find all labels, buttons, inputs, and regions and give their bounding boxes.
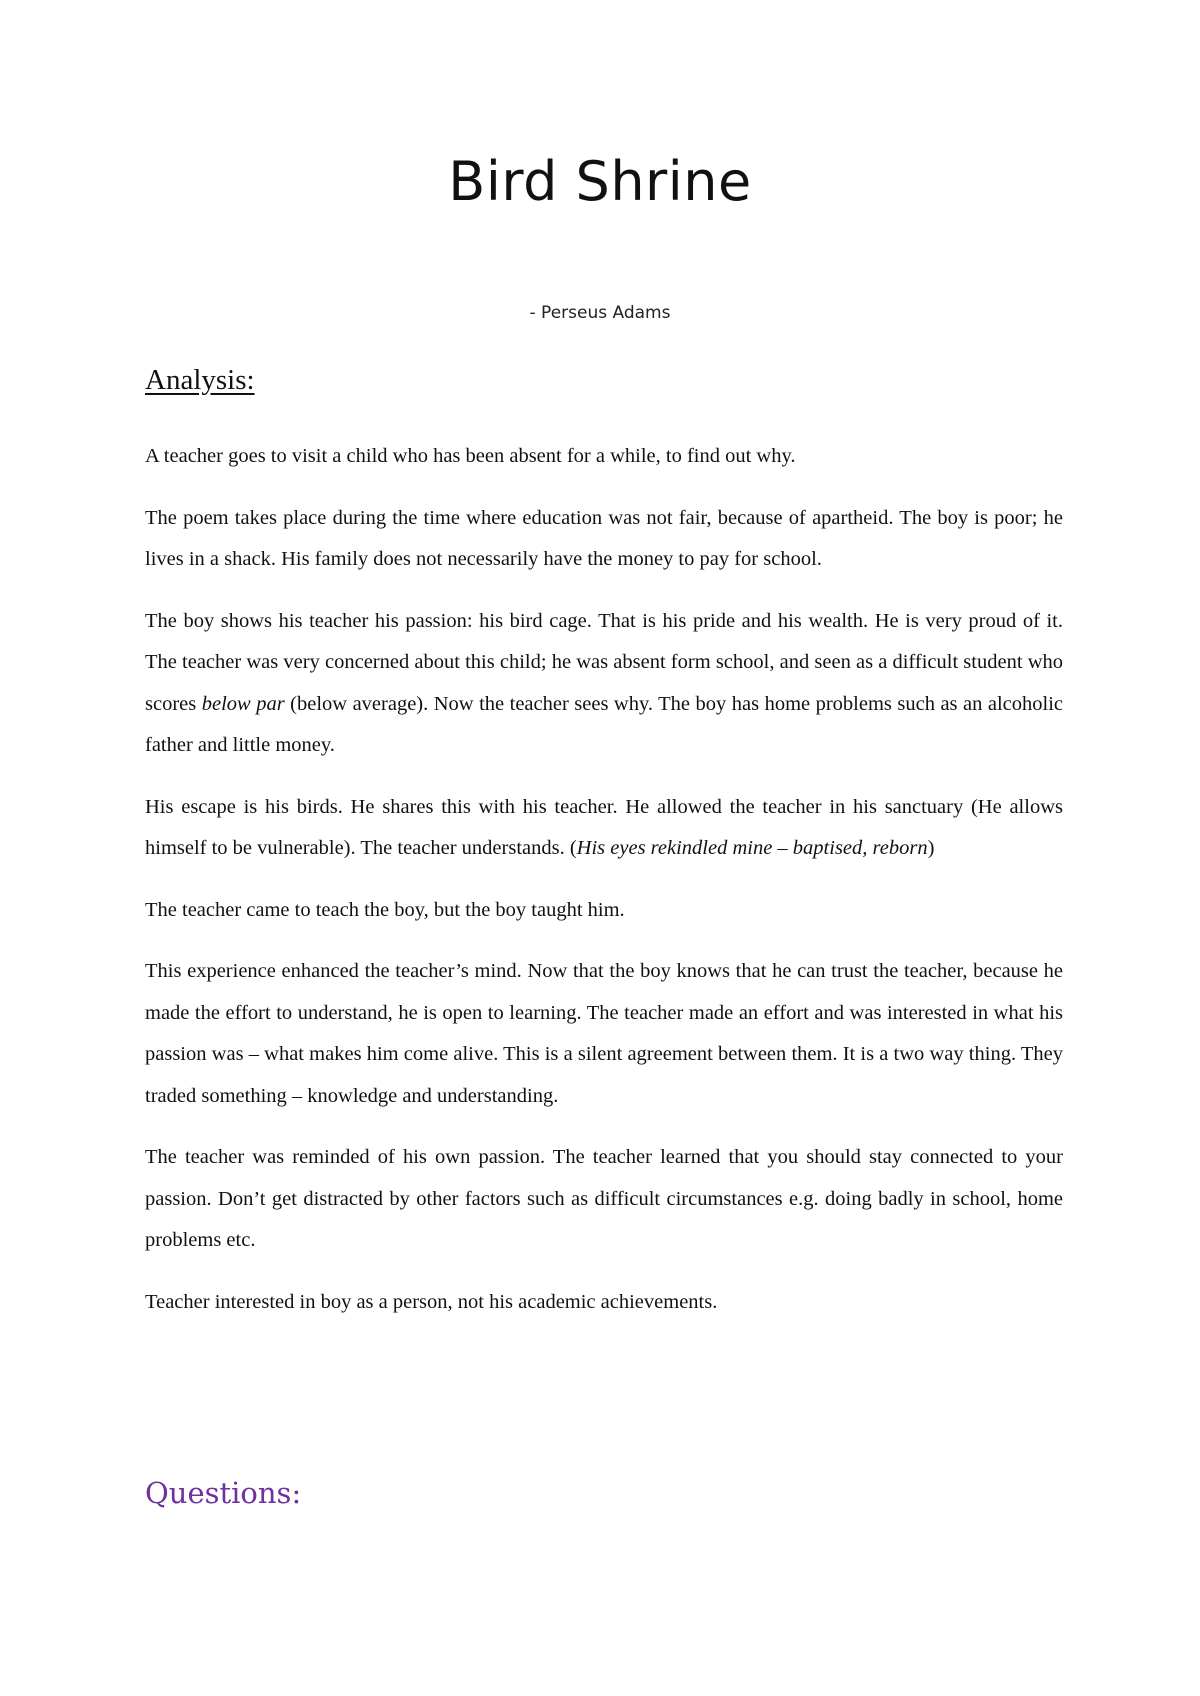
questions-heading: Questions: [145,1476,302,1510]
paragraph-8: Teacher interested in boy as a person, not his academic achievements. [145,1290,718,1313]
paragraph-5: The teacher came to teach the boy, but the boy taught him. [145,898,625,921]
paragraph-3 [145,601,1063,767]
paragraph-4-text-a: His escape is his birds. He shares this with his teacher. He allowed the teacher in his sanctuary (He allows himself to be vulnerable). The teacher understands. ( [145,795,1063,859]
paragraph-3-text-a: The boy shows his teacher his passion: his bird cage. That is his pride and his wealth. He is very proud of it. The teacher was very concerned about this child; he was absent form school, and seen as a difficult student who scores [145,609,1063,715]
paragraph-3-italic: below par [201,692,285,715]
analysis-heading: Analysis: [145,364,255,396]
author-line: - Perseus Adams [529,303,671,323]
paragraph-3-text-b: (below average). Now the teacher sees why. The boy has home problems such as an alcoholic father and little money. [145,692,1063,756]
paragraph-4 [145,787,1063,870]
document-title: Bird Shrine [448,150,752,213]
paragraph-1: A teacher goes to visit a child who has been absent for a while, to find out why. [145,445,796,467]
paragraph-6: This experience enhanced the teacher’s mind. Now that the boy knows that he can trust the teacher, because he made the effort to understand, he is open to learning. The teacher made an effort and was interested in what his passion was – what makes him come alive. This is a silent agreement between them. It is a two way thing. They traded something – knowledge and understanding. [145,960,1063,1107]
paragraph-7: The teacher was reminded of his own passion. The teacher learned that you should stay connected to your passion. Don’t get distracted by other factors such as difficult circumstances e.g. doing badly in school, home problems etc. [145,1146,1063,1251]
paragraph-2: The poem takes place during the time where education was not fair, because of apartheid. The boy is poor; he lives in a shack. His family does not necessarily have the money to pay for school. [145,506,1063,570]
analysis-body [145,436,1063,1343]
paragraph-4-italic: His eyes rekindled mine – baptised, reborn [576,837,928,859]
paragraph-4-text-b: ) [927,837,935,859]
